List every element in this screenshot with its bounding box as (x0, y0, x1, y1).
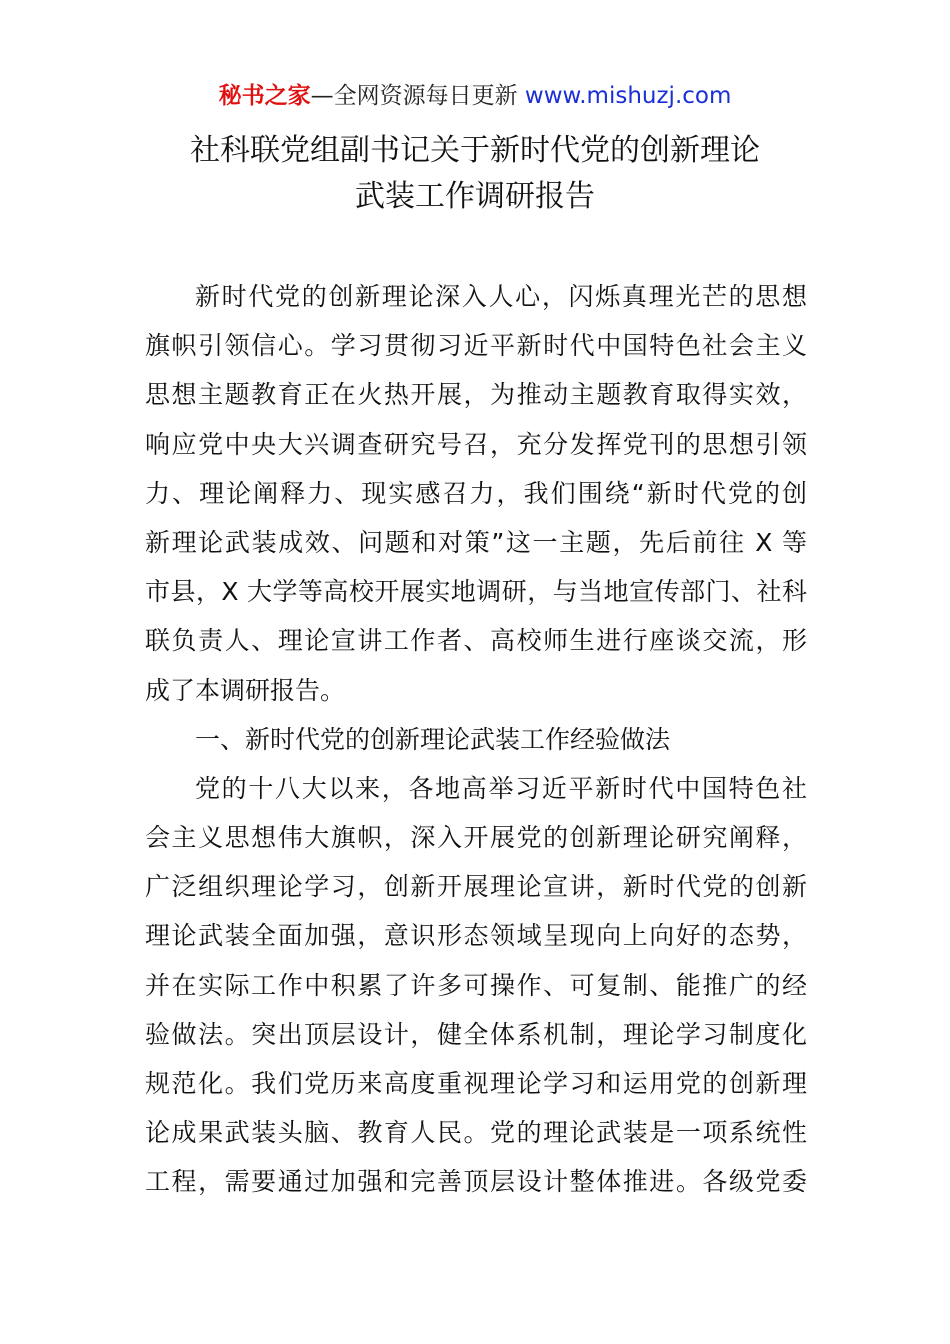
body-line: 思想主题教育正在火热开展，为推动主题教育取得实效， (145, 380, 807, 410)
banner-tagline: —全网资源每日更新 (310, 83, 525, 109)
body-line: 会主义思想伟大旗帜，深入开展党的创新理论研究阐释， (145, 823, 807, 853)
banner-brand: 秘书之家 (218, 83, 311, 109)
document-body (145, 272, 807, 1207)
body-line: 论成果武装头脑、教育人民。党的理论武装是一项系统性 (145, 1118, 807, 1148)
body-line: 工程，需要通过加强和完善顶层设计整体推进。各级党委 (145, 1167, 807, 1197)
title-line-2: 武装工作调研报告 (355, 179, 595, 214)
section-heading: 一、新时代党的创新理论武装工作经验做法 (195, 724, 671, 754)
document-title (0, 128, 950, 220)
body-line: 力、理论阐释力、现实感召力，我们围绕“新时代党的创 (145, 478, 807, 508)
body-line: 规范化。我们党历来高度重视理论学习和运用党的创新理 (145, 1069, 807, 1098)
site-banner (0, 80, 950, 112)
title-line-1: 社科联党组副书记关于新时代党的创新理论 (190, 133, 760, 168)
banner-url[interactable]: www.mishuzj.com (524, 83, 732, 109)
body-line: 成了本调研报告。 (145, 675, 346, 705)
body-line: 旗帜引领信心。学习贯彻习近平新时代中国特色社会主义 (145, 331, 807, 361)
body-line: 响应党中央大兴调查研究号召，充分发挥党刊的思想引领 (145, 429, 807, 459)
body-line: 党的十八大以来，各地高举习近平新时代中国特色社 (195, 773, 807, 803)
body-line: 验做法。突出顶层设计，健全体系机制，理论学习制度化 (145, 1019, 807, 1049)
body-line: 新理论武装成效、问题和对策”这一主题，先后前往 X 等 (145, 527, 807, 557)
body-line: 广泛组织理论学习，创新开展理论宣讲，新时代党的创新 (145, 872, 807, 902)
body-line: 理论武装全面加强，意识形态领域呈现向上向好的态势， (145, 921, 807, 951)
body-line: 并在实际工作中积累了许多可操作、可复制、能推广的经 (145, 970, 807, 1000)
body-line: 市县，X 大学等高校开展实地调研，与当地宣传部门、社科 (145, 577, 807, 607)
body-line: 联负责人、理论宣讲工作者、高校师生进行座谈交流，形 (145, 626, 807, 656)
body-line: 新时代党的创新理论深入人心，闪烁真理光芒的思想 (195, 282, 807, 311)
